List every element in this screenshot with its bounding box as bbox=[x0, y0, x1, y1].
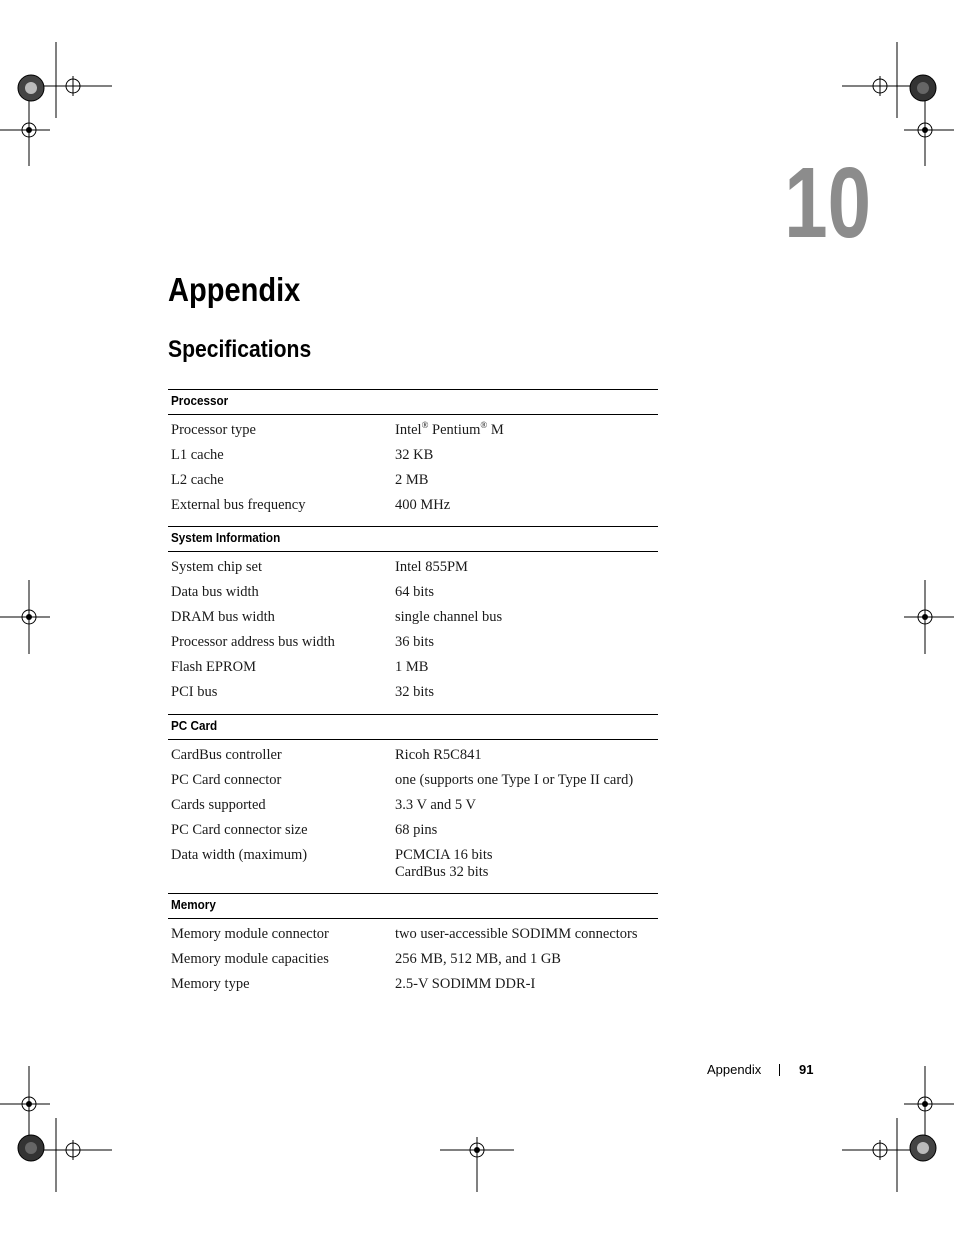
row-value: 1 MB bbox=[395, 659, 429, 675]
row-value: Intel® Pentium® M bbox=[395, 420, 504, 438]
row-label: Flash EPROM bbox=[171, 659, 257, 675]
row-value: 32 bits bbox=[395, 684, 435, 700]
section-title: Specifications bbox=[168, 336, 312, 363]
row-label: Data bus width bbox=[171, 584, 259, 600]
table-header: Processor bbox=[168, 389, 658, 415]
row-value: one (supports one Type I or Type II card) bbox=[395, 772, 634, 788]
row-value: two user-accessible SODIMM connectors bbox=[395, 926, 638, 942]
row-value: PCMCIA 16 bits CardBus 32 bits bbox=[395, 847, 493, 880]
table-row bbox=[168, 947, 658, 972]
page-number: 91 bbox=[799, 1062, 814, 1077]
row-label: L1 cache bbox=[171, 447, 224, 463]
table-row bbox=[168, 493, 658, 518]
table-row bbox=[168, 922, 658, 947]
row-label: DRAM bus width bbox=[171, 609, 275, 625]
row-label: Processor type bbox=[171, 422, 256, 438]
table-row bbox=[168, 468, 658, 493]
table-row bbox=[168, 555, 658, 580]
table-row bbox=[168, 443, 658, 468]
table-row bbox=[168, 680, 658, 705]
row-label: Memory module connector bbox=[171, 926, 329, 942]
pc-card-spec-table bbox=[168, 714, 658, 885]
table-header: PC Card bbox=[168, 714, 658, 740]
row-value: 3.3 V and 5 V bbox=[395, 797, 476, 813]
row-value: Ricoh R5C841 bbox=[395, 747, 482, 763]
table-row bbox=[168, 843, 658, 885]
row-label: Processor address bus width bbox=[171, 634, 335, 650]
row-value: Intel 855PM bbox=[395, 559, 468, 575]
row-value: 32 KB bbox=[395, 447, 434, 463]
table-row bbox=[168, 793, 658, 818]
page-title: Appendix bbox=[168, 271, 301, 308]
row-label: CardBus controller bbox=[171, 747, 282, 763]
table-row bbox=[168, 972, 658, 997]
system-information-spec-table bbox=[168, 526, 658, 705]
row-label: L2 cache bbox=[171, 472, 224, 488]
table-row bbox=[168, 818, 658, 843]
footer-section-label: Appendix bbox=[707, 1062, 762, 1077]
table-row bbox=[168, 630, 658, 655]
chapter-number: 10 bbox=[784, 147, 871, 259]
row-label: System chip set bbox=[171, 559, 263, 575]
page-footer bbox=[690, 1060, 814, 1080]
row-label: Data width (maximum) bbox=[171, 847, 308, 863]
table-header: Memory bbox=[168, 893, 658, 919]
memory-spec-table bbox=[168, 893, 658, 997]
row-value: 400 MHz bbox=[395, 497, 451, 513]
footer-divider bbox=[779, 1064, 780, 1076]
row-label: PC Card connector bbox=[171, 772, 282, 788]
table-row bbox=[168, 580, 658, 605]
row-value: 256 MB, 512 MB, and 1 GB bbox=[395, 951, 561, 967]
row-value: single channel bus bbox=[395, 609, 503, 625]
row-value: 2.5-V SODIMM DDR-I bbox=[395, 976, 536, 992]
row-label: Memory type bbox=[171, 976, 250, 992]
row-label: Memory module capacities bbox=[171, 951, 329, 967]
table-row bbox=[168, 768, 658, 793]
processor-spec-table bbox=[168, 389, 658, 518]
row-value: 68 pins bbox=[395, 822, 438, 838]
row-label: PCI bus bbox=[171, 684, 218, 700]
table-header: System Information bbox=[168, 526, 658, 552]
table-row bbox=[168, 418, 658, 443]
row-value: 2 MB bbox=[395, 472, 429, 488]
row-value: 36 bits bbox=[395, 634, 435, 650]
table-row bbox=[168, 655, 658, 680]
row-value: 64 bits bbox=[395, 584, 435, 600]
table-row bbox=[168, 743, 658, 768]
row-label: External bus frequency bbox=[171, 497, 306, 513]
row-label: Cards supported bbox=[171, 797, 266, 813]
row-label: PC Card connector size bbox=[171, 822, 308, 838]
table-row bbox=[168, 605, 658, 630]
